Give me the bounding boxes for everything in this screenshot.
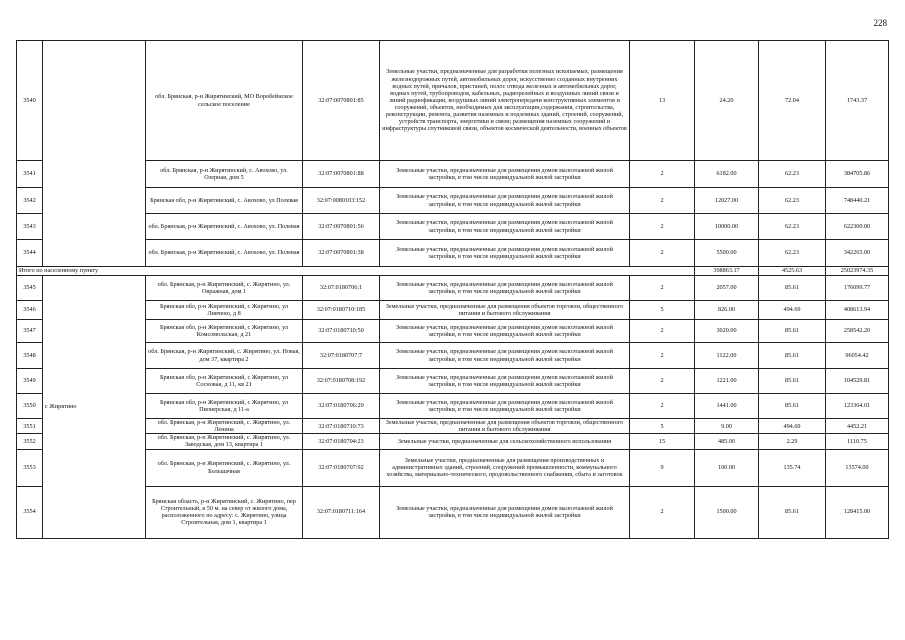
row-rate: 85.61 — [759, 320, 826, 343]
row-cost: 13574.00 — [826, 449, 889, 486]
table-row — [17, 240, 889, 267]
row-zone: 2 — [630, 214, 695, 240]
table-row — [17, 41, 889, 161]
row-cadastral-number: 32:07:0180711:164 — [303, 486, 380, 538]
row-area: 5500.00 — [695, 240, 759, 267]
section-2-rows — [17, 276, 889, 539]
section-1-rows — [17, 41, 889, 267]
row-cost: 123364.01 — [826, 394, 889, 419]
row-cadastral-number: 32:07:0180706:1 — [303, 276, 380, 301]
row-number: 3551 — [17, 419, 43, 434]
row-address: обл. Брянская, р-н Жирятинский, МО Воробейнское сельское поселение — [146, 41, 303, 161]
row-land-use: Земельные участки, предназначенные для размещения домов малоэтажной жилой застройки, в том числе индивидуальной жилой застройки — [380, 240, 630, 267]
row-cadastral-number: 32:07:0070801:56 — [303, 214, 380, 240]
row-number: 3552 — [17, 434, 43, 449]
row-land-use: Земельные участки, предназначенные для сельскохозяйственного использования — [380, 434, 630, 449]
row-area: 9.00 — [695, 419, 759, 434]
row-land-use: Земельные участки, предназначенные для размещения объектов торговли, общественного питания и бытового обслуживания — [380, 419, 630, 434]
row-address: Брянская обл, р-н Жирятинский, с Жирятино, ул Комсомольская, д 21 — [146, 320, 303, 343]
row-area: 6182.00 — [695, 161, 759, 188]
row-zone: 2 — [630, 161, 695, 188]
row-area: 2057.00 — [695, 276, 759, 301]
row-zone: 2 — [630, 320, 695, 343]
row-area: 3020.00 — [695, 320, 759, 343]
row-number: 3543 — [17, 214, 43, 240]
table-row — [17, 449, 889, 486]
row-cost: 104529.81 — [826, 369, 889, 394]
row-number: 3553 — [17, 449, 43, 486]
row-number: 3549 — [17, 369, 43, 394]
row-number: 3550 — [17, 394, 43, 419]
row-cost: 176099.77 — [826, 276, 889, 301]
row-address: обл. Брянская, р-н Жирятинский, с. Жирятино, ул. Овражная, дом 1 — [146, 276, 303, 301]
row-land-use: Земельные участки, предназначенные для размещения домов малоэтажной жилой застройки, в том числе индивидуальной жилой застройки — [380, 161, 630, 188]
row-land-use: Земельные участки, предназначенные для размещения домов малоэтажной жилой застройки, в том числе индивидуальной жилой застройки — [380, 369, 630, 394]
row-land-use: Земельные участки, предназначенные для разработки полезных ископаемых, размещения железнодорожных путей, автомобильных дорог, искусственно созданных внутренних водных путей, причалов, пристаней, полос отвода железных и автомобильных дорог, водных путей, трубопроводов, кабельных, радиорелейных и воздушных линий связи и линий радиофикации, воздушных линий электропередачи конструктивных элементов и сооружений, объектов, необходимых для эксплуатации,содержания, строительства, реконструкции, ремонта, развития наземных и подземных зданий, строений, сооружений, устройств транспорта, энергетики и связи; размещения наземных сооружений и инфраструктуры спутниковой связи, объектов космической деятельности, военных объектов — [380, 41, 630, 161]
row-area: 12027.00 — [695, 188, 759, 214]
row-rate: 62.23 — [759, 240, 826, 267]
row-number: 3540 — [17, 41, 43, 161]
row-cost: 1743.37 — [826, 41, 889, 161]
row-land-use: Земельные участки, предназначенные для размещения домов малоэтажной жилой застройки, в том числе индивидуальной жилой застройки — [380, 188, 630, 214]
row-address: Брянская обл, р-н Жирятинский, с Жирятино, ул Сосновая, д 11, кв 21 — [146, 369, 303, 394]
table-row — [17, 419, 889, 434]
row-zone: 9 — [630, 449, 695, 486]
row-number: 3541 — [17, 161, 43, 188]
table-row — [17, 343, 889, 369]
row-area: 1221.00 — [695, 369, 759, 394]
table-row — [17, 320, 889, 343]
row-address: обл. Брянская, р-н Жирятинский, с. Жирятино, ул. Новая, дом 37, квартира 2 — [146, 343, 303, 369]
row-address: Брянская область, р-н Жирятинский, с. Жирятино, пер Строительный, в 50 м. на север от жилого дома, расположенного по адресу: с. Жирятино, улица Строительная, дом 1, квартира 1 — [146, 486, 303, 538]
row-cost: 408613.94 — [826, 301, 889, 320]
table-row — [17, 214, 889, 240]
row-rate: 62.23 — [759, 214, 826, 240]
row-land-use: Земельные участки, предназначенные для размещения домов малоэтажной жилой застройки, в том числе индивидуальной жилой застройки — [380, 214, 630, 240]
table-row — [17, 276, 889, 301]
row-area: 1441.00 — [695, 394, 759, 419]
row-zone: 13 — [630, 41, 695, 161]
row-cost: 342265.00 — [826, 240, 889, 267]
row-area: 1122.00 — [695, 343, 759, 369]
row-area: 1500.00 — [695, 486, 759, 538]
row-address: обл. Брянская, р-н Жирятинский, с. Жирятино, ул. Большачная — [146, 449, 303, 486]
row-cost: 748440.21 — [826, 188, 889, 214]
row-number: 3547 — [17, 320, 43, 343]
row-address: Брянская обл, р-н Жирятинский, с. Авохово, ул Полевая — [146, 188, 303, 214]
row-rate: 85.61 — [759, 486, 826, 538]
subtotal-row — [17, 267, 889, 276]
row-zone: 2 — [630, 394, 695, 419]
row-number: 3542 — [17, 188, 43, 214]
table-row — [17, 394, 889, 419]
row-address: Брянская обл, р-н Жирятинский, с Жирятино, ул Пионерская, д 11-а — [146, 394, 303, 419]
row-land-use: Земельные участки, предназначенные для размещения объектов торговли, общественного питания и бытового обслуживания — [380, 301, 630, 320]
row-rate: 72.04 — [759, 41, 826, 161]
row-cost: 622300.00 — [826, 214, 889, 240]
row-zone: 2 — [630, 276, 695, 301]
row-cadastral-number: 32:07:0080103:152 — [303, 188, 380, 214]
land-registry-table — [16, 40, 889, 539]
row-cost: 384705.86 — [826, 161, 889, 188]
row-cadastral-number: 32:07:0180707:92 — [303, 449, 380, 486]
row-rate: 2.29 — [759, 434, 826, 449]
row-zone: 5 — [630, 419, 695, 434]
row-cadastral-number: 32:07:0180707:7 — [303, 343, 380, 369]
row-rate: 85.61 — [759, 369, 826, 394]
row-rate: 85.61 — [759, 394, 826, 419]
subtotal-cost: 25023974.35 — [826, 267, 889, 276]
row-rate: 135.74 — [759, 449, 826, 486]
row-number: 3546 — [17, 301, 43, 320]
row-number: 3548 — [17, 343, 43, 369]
row-land-use: Земельные участки, предназначенные для размещения домов малоэтажной жилой застройки, в том числе индивидуальной жилой застройки — [380, 343, 630, 369]
row-land-use: Земельные участки, предназначенные для размещения домов малоэтажной жилой застройки, в том числе индивидуальной жилой застройки — [380, 276, 630, 301]
row-zone: 2 — [630, 188, 695, 214]
row-area: 24.20 — [695, 41, 759, 161]
table-row — [17, 161, 889, 188]
row-rate: 494.69 — [759, 419, 826, 434]
row-address: обл. Брянская, р-н Жирятинский, с. Жирятино, ул. Ленина — [146, 419, 303, 434]
subtotal-rate: 4525.63 — [759, 267, 826, 276]
row-locality — [43, 41, 146, 267]
table-row — [17, 369, 889, 394]
row-cadastral-number: 32:07:0180704:23 — [303, 434, 380, 449]
row-zone: 2 — [630, 343, 695, 369]
row-cost: 1110.75 — [826, 434, 889, 449]
row-number: 3554 — [17, 486, 43, 538]
row-cadastral-number: 32:07:0180708:192 — [303, 369, 380, 394]
row-zone: 2 — [630, 486, 695, 538]
row-cadastral-number: 32:07:0070801:88 — [303, 161, 380, 188]
row-area: 485.00 — [695, 434, 759, 449]
row-zone: 5 — [630, 301, 695, 320]
table-row — [17, 188, 889, 214]
row-address: обл. Брянская, р-н Жирятинский, с. Жирятино, ул. Заводская, дом 13, квартира 1 — [146, 434, 303, 449]
row-cadastral-number: 32:07:0180706:20 — [303, 394, 380, 419]
row-cost: 128415.00 — [826, 486, 889, 538]
row-number: 3544 — [17, 240, 43, 267]
row-cadastral-number: 32:07:0070801:85 — [303, 41, 380, 161]
row-cadastral-number: 32:07:0180710:73 — [303, 419, 380, 434]
row-cadastral-number: 32:07:0180710:185 — [303, 301, 380, 320]
row-land-use: Земельные участки, предназначенные для размещения производственных и административных зданий, строений, сооружений промышленности, коммунального хозяйства, материально-технического, продовольственного снабжения, сбыта и заготовок — [380, 449, 630, 486]
row-rate: 62.23 — [759, 161, 826, 188]
row-rate: 494.69 — [759, 301, 826, 320]
row-land-use: Земельные участки, предназначенные для размещения домов малоэтажной жилой застройки, в том числе индивидуальной жилой застройки — [380, 394, 630, 419]
subtotal-label: Итого по населенному пункту — [17, 267, 695, 276]
row-area: 826.00 — [695, 301, 759, 320]
row-address: обл. Брянская, р-н Жирятинский, с. Авохово, ул. Озерная, дом 5 — [146, 161, 303, 188]
row-zone: 2 — [630, 369, 695, 394]
row-rate: 85.61 — [759, 343, 826, 369]
row-address: Брянская обл, р-н Жирятинский, с Жирятино, ул Ливчено, д 8 — [146, 301, 303, 320]
row-address: обл. Брянская, р-н Жирятинский, с. Авохово, ул. Полевая — [146, 240, 303, 267]
row-cost: 258542.20 — [826, 320, 889, 343]
row-number: 3545 — [17, 276, 43, 301]
table-row — [17, 486, 889, 538]
row-area: 10000.00 — [695, 214, 759, 240]
row-rate: 85.61 — [759, 276, 826, 301]
row-area: 100.00 — [695, 449, 759, 486]
row-locality: с Жирятино — [43, 276, 146, 539]
row-cadastral-number: 32:07:0180710:50 — [303, 320, 380, 343]
row-zone: 2 — [630, 240, 695, 267]
row-cadastral-number: 32:07:0070801:38 — [303, 240, 380, 267]
row-land-use: Земельные участки, предназначенные для размещения домов малоэтажной жилой застройки, в том числе индивидуальной жилой застройки — [380, 486, 630, 538]
row-land-use: Земельные участки, предназначенные для размещения домов малоэтажной жилой застройки, в том числе индивидуальной жилой застройки — [380, 320, 630, 343]
row-zone: 15 — [630, 434, 695, 449]
row-address: обл. Брянская, р-н Жирятинский, с. Авохово, ул. Полевая — [146, 214, 303, 240]
page-number: 228 — [873, 18, 887, 28]
row-rate: 62.23 — [759, 188, 826, 214]
table-row — [17, 301, 889, 320]
row-cost: 96054.42 — [826, 343, 889, 369]
table-row — [17, 434, 889, 449]
row-cost: 4452.21 — [826, 419, 889, 434]
subtotal-area: 398863.17 — [695, 267, 759, 276]
